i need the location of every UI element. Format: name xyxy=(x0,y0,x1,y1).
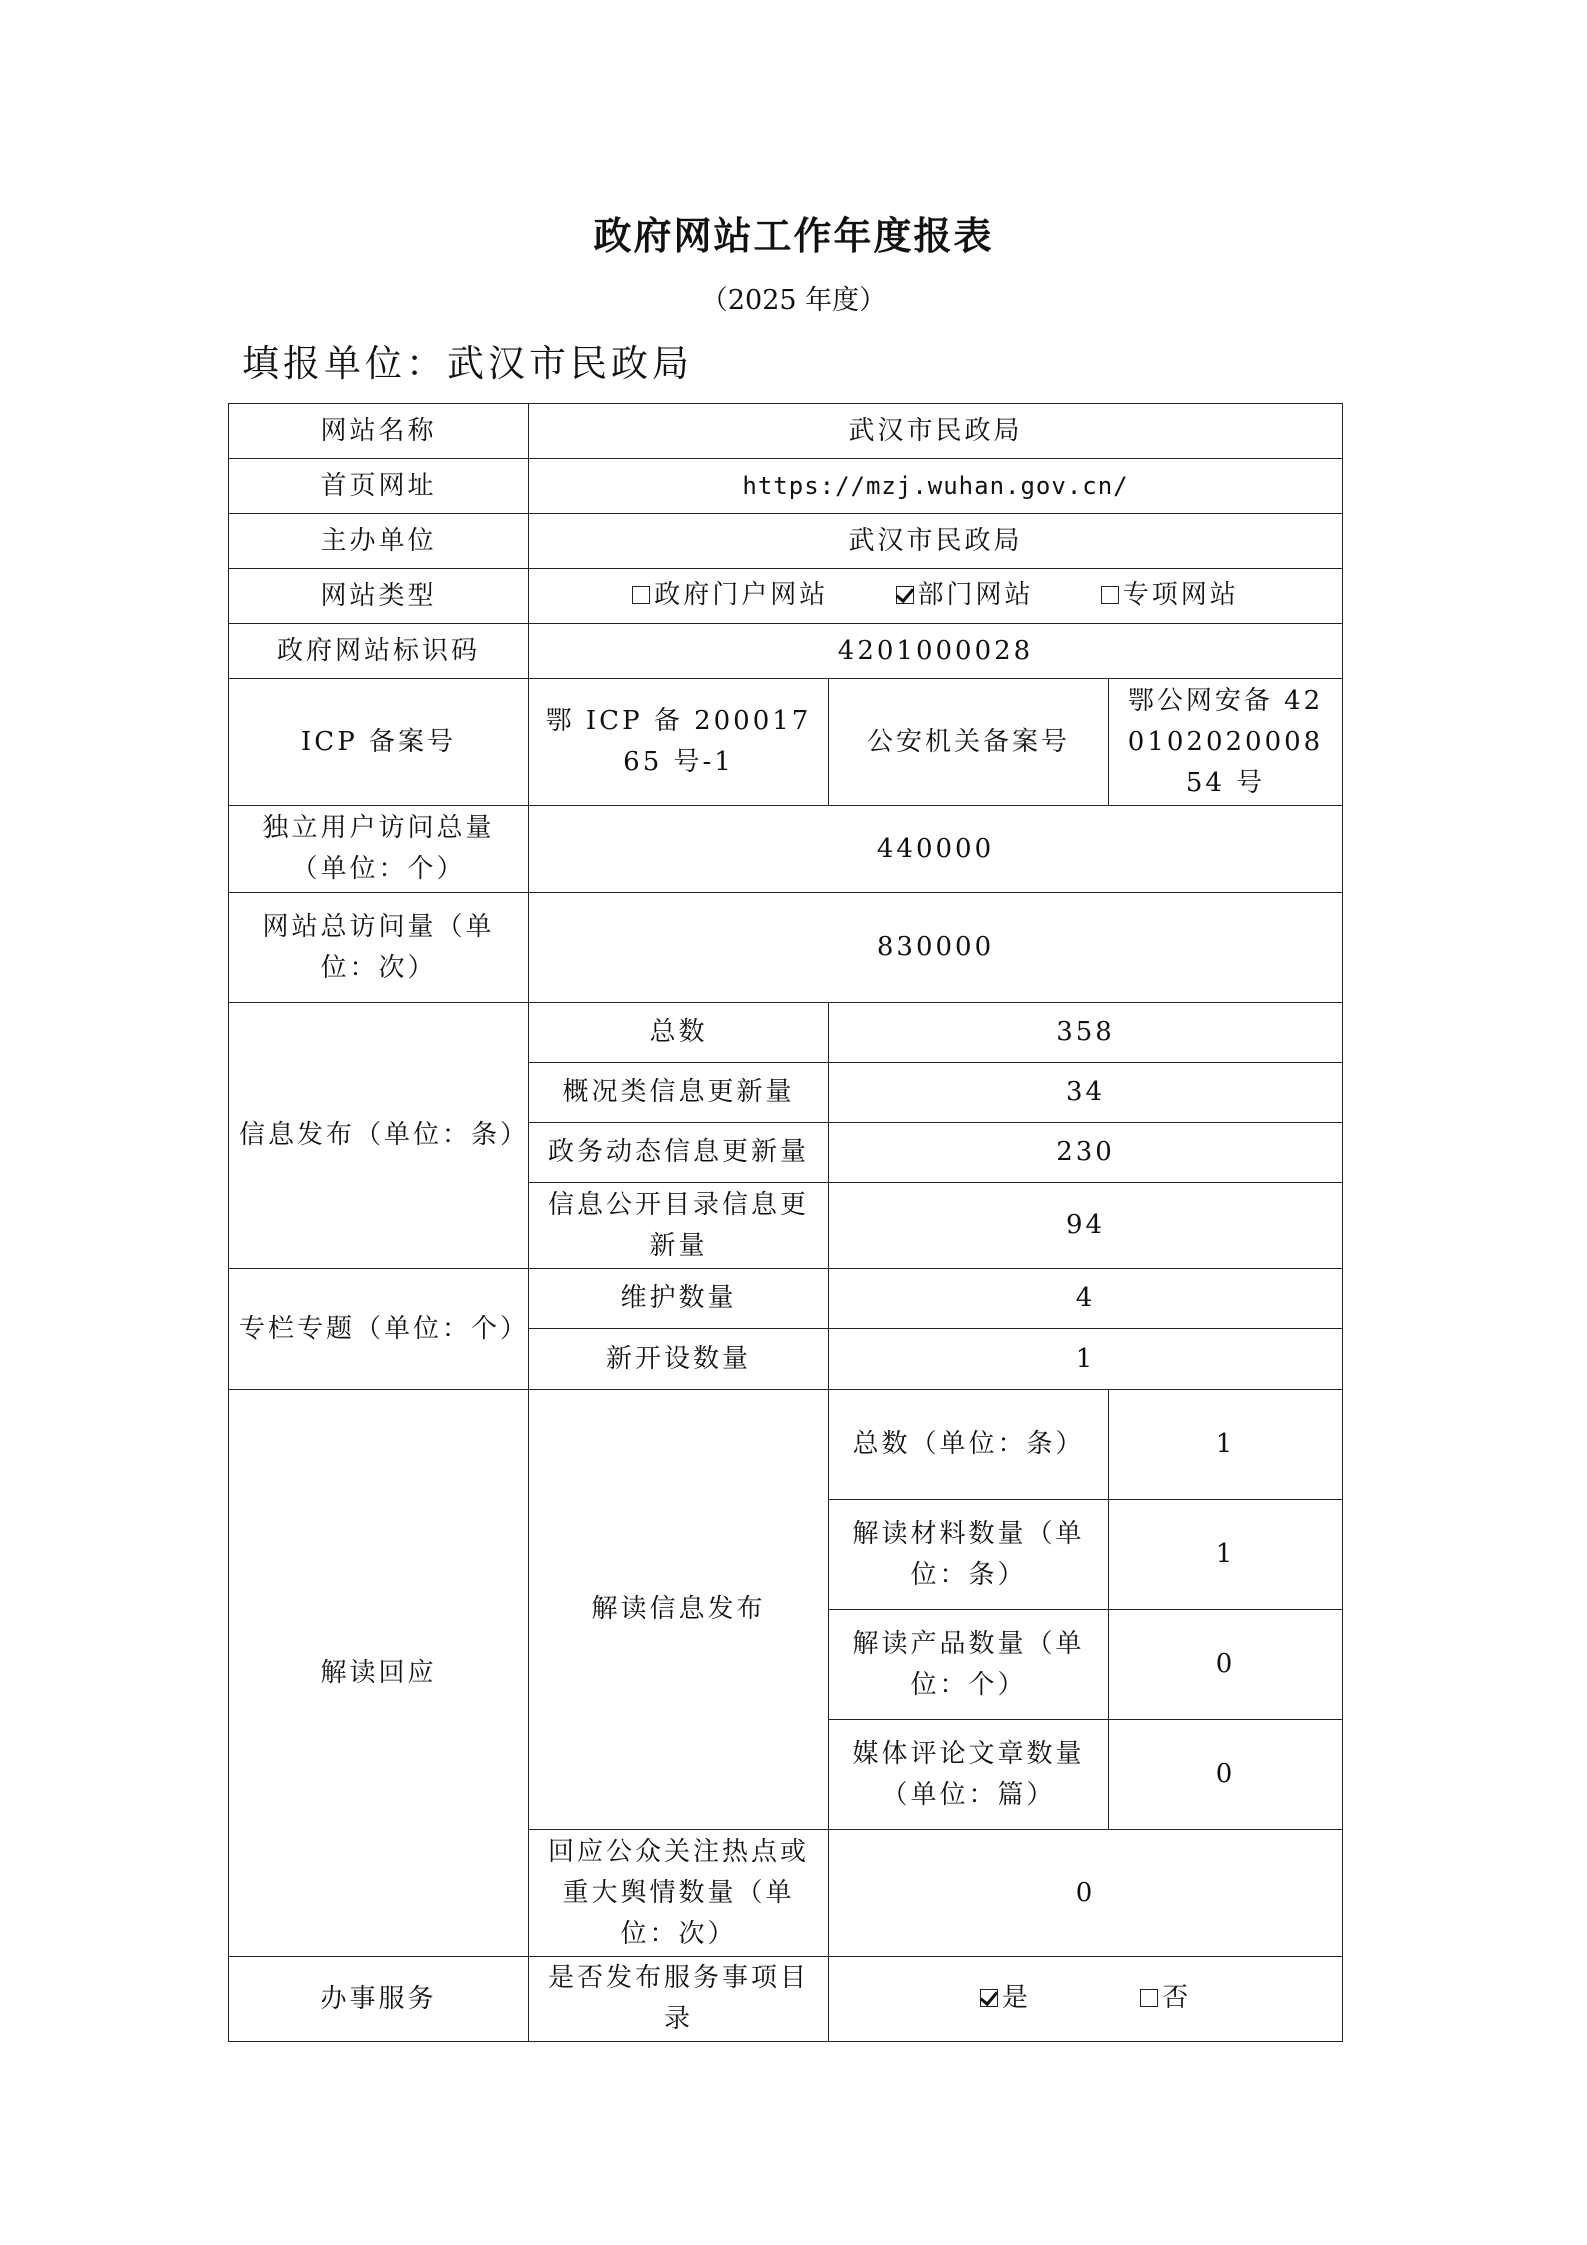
info-release-row-value: 94 xyxy=(829,1183,1343,1269)
interpretation-label: 解读回应 xyxy=(229,1390,529,1957)
homepage-value: https://mzj.wuhan.gov.cn/ xyxy=(529,459,1343,514)
checkbox-unchecked-icon xyxy=(1101,586,1119,604)
report-table xyxy=(228,403,1343,2042)
interpretation-row-label: 总数（单位：条） xyxy=(829,1390,1109,1500)
service-question: 是否发布服务事项目录 xyxy=(529,1957,829,2042)
table-row xyxy=(229,1003,1343,1063)
columns-row-value: 1 xyxy=(829,1329,1343,1390)
interpretation-row-value: 0 xyxy=(1109,1610,1343,1720)
site-type-department xyxy=(896,575,1034,616)
police-record-label: 公安机关备案号 xyxy=(829,679,1109,806)
table-row xyxy=(229,569,1343,624)
police-record-value: 鄂公网安备 42010202000854 号 xyxy=(1109,679,1343,806)
total-visits-label: 网站总访问量（单位：次） xyxy=(229,893,529,1003)
report-year: （2025 年度） xyxy=(700,285,887,316)
unique-visitors-label: 独立用户访问总量（单位：个） xyxy=(229,806,529,893)
sponsor-label: 主办单位 xyxy=(229,514,529,569)
service-no xyxy=(1140,1978,1191,2019)
site-type-department-label: 部门网站 xyxy=(917,579,1034,610)
columns-row-label: 维护数量 xyxy=(529,1269,829,1329)
site-type-portal-label: 政府门户网站 xyxy=(654,579,829,610)
unique-visitors-value: 440000 xyxy=(529,806,1343,893)
interpretation-row-value: 0 xyxy=(1109,1720,1343,1830)
table-row xyxy=(229,1957,1343,2042)
filing-unit: 填报单位：武汉市民政局 xyxy=(242,342,693,385)
service-options xyxy=(829,1957,1343,2042)
info-release-row-value: 230 xyxy=(829,1123,1343,1183)
report-title: 政府网站工作年度报表 xyxy=(593,213,994,258)
info-release-row-value: 358 xyxy=(829,1003,1343,1063)
info-release-label: 信息发布（单位：条） xyxy=(229,1003,529,1269)
service-yes-label: 是 xyxy=(1001,1982,1031,2013)
service-no-label: 否 xyxy=(1162,1982,1192,2013)
table-row xyxy=(229,514,1343,569)
site-type-special-label: 专项网站 xyxy=(1122,579,1239,610)
info-release-row-label: 总数 xyxy=(529,1003,829,1063)
total-visits-value: 830000 xyxy=(529,893,1343,1003)
site-type-label: 网站类型 xyxy=(229,569,529,624)
response-label: 回应公众关注热点或重大舆情数量（单位：次） xyxy=(529,1830,829,1957)
table-row xyxy=(229,624,1343,679)
table-row xyxy=(229,1390,1343,1500)
table-row xyxy=(229,806,1343,893)
sponsor-value: 武汉市民政局 xyxy=(529,514,1343,569)
service-label: 办事服务 xyxy=(229,1957,529,2042)
columns-row-value: 4 xyxy=(829,1269,1343,1329)
site-type-special xyxy=(1101,575,1239,616)
site-name-label: 网站名称 xyxy=(229,404,529,459)
icp-label: ICP 备案号 xyxy=(229,679,529,806)
interpretation-row-label: 解读产品数量（单位：个） xyxy=(829,1610,1109,1720)
interpretation-row-value: 1 xyxy=(1109,1390,1343,1500)
info-release-row-value: 34 xyxy=(829,1063,1343,1123)
checkbox-unchecked-icon xyxy=(1140,1989,1158,2007)
interpretation-row-value: 1 xyxy=(1109,1500,1343,1610)
table-row xyxy=(229,679,1343,806)
info-release-row-label: 信息公开目录信息更新量 xyxy=(529,1183,829,1269)
interpretation-row-label: 媒体评论文章数量（单位：篇） xyxy=(829,1720,1109,1830)
columns-label: 专栏专题（单位：个） xyxy=(229,1269,529,1390)
table-row xyxy=(229,1269,1343,1329)
table-row xyxy=(229,893,1343,1003)
columns-row-label: 新开设数量 xyxy=(529,1329,829,1390)
service-yes xyxy=(980,1978,1031,2019)
site-type-portal xyxy=(632,575,828,616)
site-code-label: 政府网站标识码 xyxy=(229,624,529,679)
interpretation-release-label: 解读信息发布 xyxy=(529,1390,829,1830)
checkbox-unchecked-icon xyxy=(632,586,650,604)
checkbox-checked-icon xyxy=(896,586,914,604)
response-value: 0 xyxy=(829,1830,1343,1957)
site-code-value: 4201000028 xyxy=(529,624,1343,679)
info-release-row-label: 政务动态信息更新量 xyxy=(529,1123,829,1183)
table-row xyxy=(229,404,1343,459)
site-type-options xyxy=(529,569,1343,624)
checkbox-checked-icon xyxy=(980,1989,998,2007)
icp-value: 鄂 ICP 备 20001765 号-1 xyxy=(529,679,829,806)
site-name-value: 武汉市民政局 xyxy=(529,404,1343,459)
info-release-row-label: 概况类信息更新量 xyxy=(529,1063,829,1123)
homepage-label: 首页网址 xyxy=(229,459,529,514)
table-row xyxy=(229,459,1343,514)
interpretation-row-label: 解读材料数量（单位：条） xyxy=(829,1500,1109,1610)
